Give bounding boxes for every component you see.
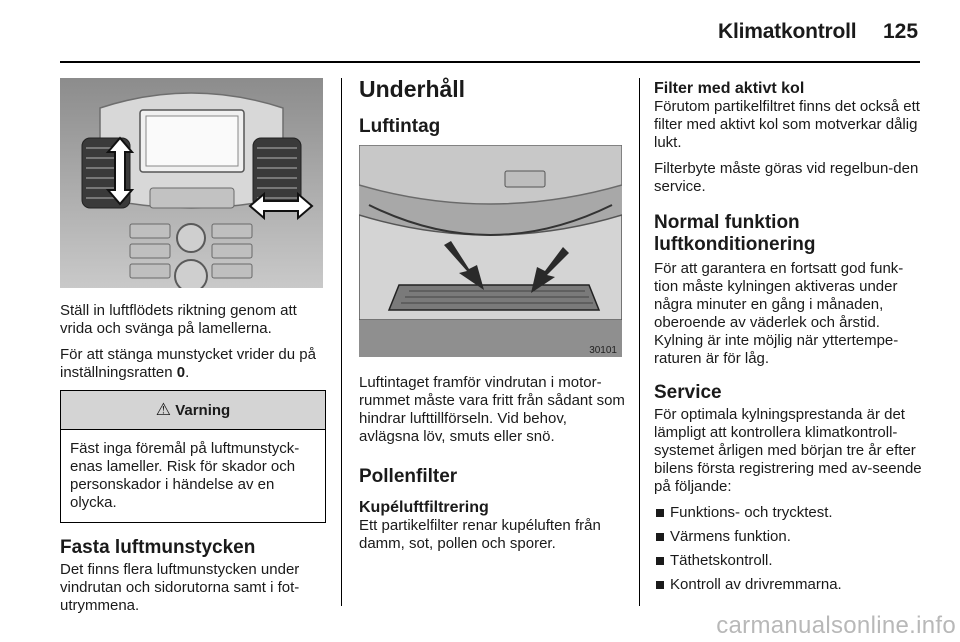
column-divider-left bbox=[341, 78, 342, 606]
bullet-square-icon bbox=[656, 509, 664, 517]
maintenance-heading: Underhåll bbox=[359, 76, 466, 102]
carbon-filter-heading: Filter med aktivt kol bbox=[654, 80, 805, 97]
fixed-vents-heading: Fasta luftmunstycken bbox=[60, 537, 256, 558]
fixed-vents-paragraph: Det finns flera luftmunstycken under vindrutan och sidorutorna samt i fot-utrymmena. bbox=[60, 561, 300, 614]
warning-body: Fäst inga föremål på luftmunstyck-enas lameller. Risk för skador och personskador i händelse av en olycka. bbox=[70, 440, 300, 511]
cabin-filtration-heading: Kupéluftfiltrering bbox=[359, 499, 489, 516]
list-item: Kontroll av drivremmarna. bbox=[654, 576, 922, 594]
warning-box bbox=[60, 390, 326, 523]
list-item: Funktions- och trycktest. bbox=[654, 504, 922, 522]
normal-function-heading-line1: Normal funktion bbox=[654, 212, 800, 233]
list-item: Täthetskontroll. bbox=[654, 552, 922, 570]
middle-column-body bbox=[359, 374, 625, 561]
service-heading: Service bbox=[654, 382, 722, 403]
vents-figure bbox=[60, 78, 323, 288]
running-header-title: Klimatkontroll bbox=[718, 20, 857, 43]
adjuster-symbol: 0 bbox=[176, 364, 186, 381]
vent-direction-paragraph: Ställ in luftflödets riktning genom att vrida och svänga på lamellerna. bbox=[60, 302, 297, 337]
dashboard-vents-illustration bbox=[60, 78, 323, 288]
column-divider-right bbox=[639, 78, 640, 606]
right-column-text bbox=[654, 79, 922, 600]
air-intake-illustration bbox=[359, 145, 622, 357]
vent-close-paragraph: För att stänga munstycket vrider du på inställningsratten 0. bbox=[60, 346, 316, 381]
warning-triangle-icon: ⚠ bbox=[155, 400, 172, 419]
watermark: carmanualsonline.info bbox=[716, 612, 956, 639]
air-intake-heading: Luftintag bbox=[359, 116, 441, 137]
bullet-square-icon bbox=[656, 533, 664, 541]
pollen-filter-paragraph: Ett partikelfilter renar kupéluften från damm, sot, pollen och sporer. bbox=[359, 517, 601, 552]
bullet-square-icon bbox=[656, 581, 664, 589]
list-item: Värmens funktion. bbox=[654, 528, 922, 546]
service-checklist bbox=[654, 504, 922, 594]
service-paragraph: För optimala kylningsprestanda är det lämpligt att kontrollera klimatkontroll-systemet årligen med början tre år efter bilens första registrering med av-seende på följande: bbox=[654, 406, 922, 495]
normal-function-paragraph: För att garantera en fortsatt god funk-tion måste kylningen aktiveras under några minuter en gång i månaden, oberoende av väderlek och årstid. Kylning är inte möjlig när yttertempe-raturen är för låg. bbox=[654, 260, 904, 367]
carbon-filter-paragraph: Förutom partikelfiltret finns det också ett filter med aktivt kol som motverkar dålig lukt. bbox=[654, 98, 920, 151]
pollen-filter-heading: Pollenfilter bbox=[359, 466, 458, 487]
middle-column-text bbox=[359, 76, 625, 138]
warning-header bbox=[61, 391, 325, 430]
page-number: 125 bbox=[883, 20, 919, 43]
bullet-square-icon bbox=[656, 557, 664, 565]
air-intake-paragraph: Luftintaget framför vindrutan i motor-rummet måste vara fritt från sådant som hindrar lufttillförseln. Vid behov, avlägsna löv, smuts eller snö. bbox=[359, 374, 625, 445]
figure-code: 30101 bbox=[589, 345, 617, 356]
normal-function-heading-line2: luftkonditionering bbox=[654, 234, 816, 255]
left-column-text bbox=[60, 302, 326, 623]
header-rule bbox=[60, 61, 920, 63]
air-intake-figure bbox=[359, 145, 622, 357]
filter-change-paragraph: Filterbyte måste göras vid regelbun-den service. bbox=[654, 160, 919, 195]
warning-title: Varning bbox=[175, 402, 231, 419]
